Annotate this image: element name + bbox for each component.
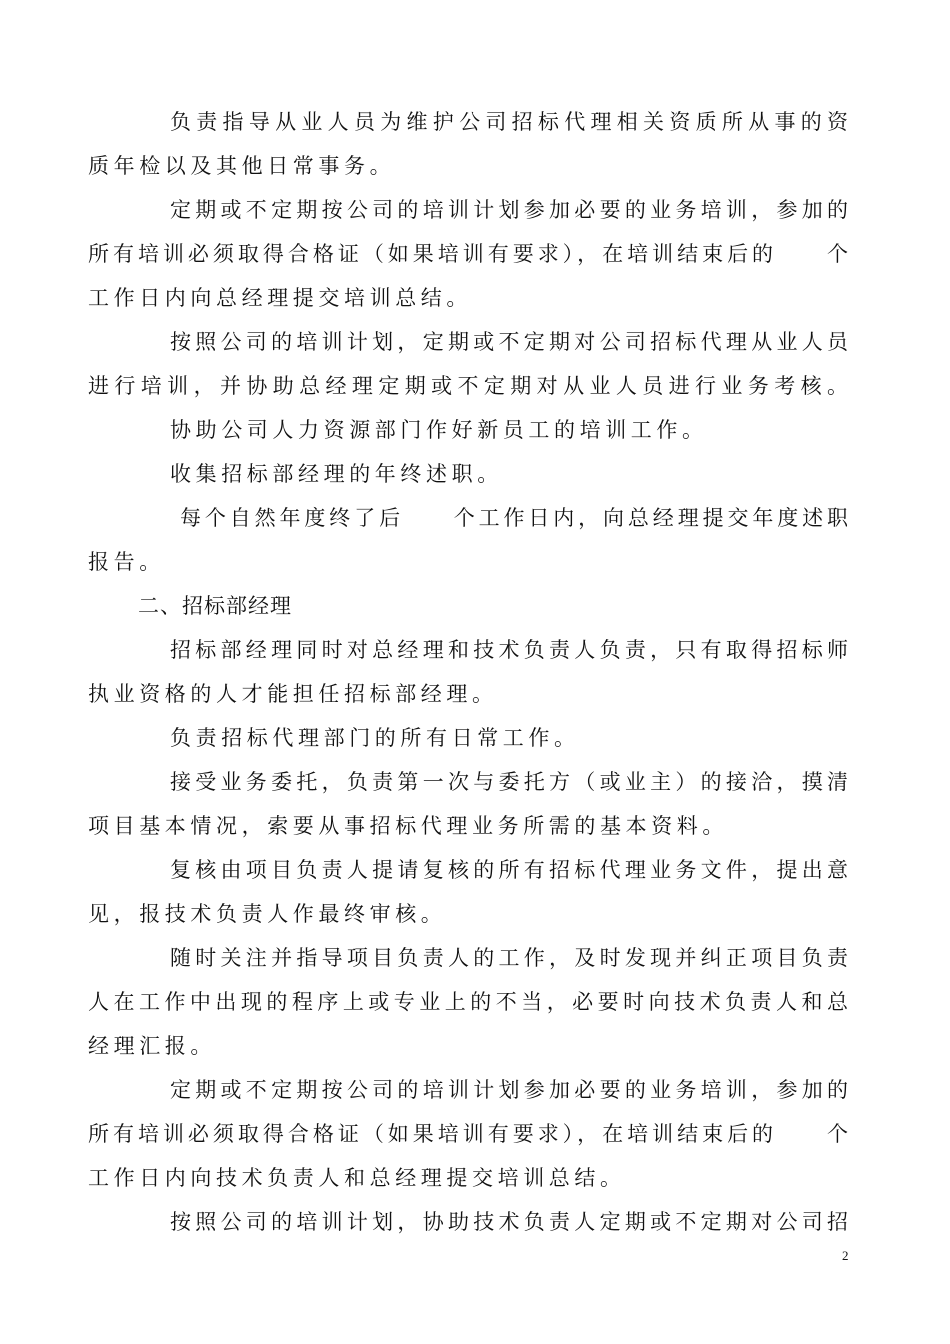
paragraph-line: 人在工作中出现的程序上或专业上的不当，必要时向技术负责人和总 bbox=[88, 990, 848, 1014]
paragraph-line: 工作日内向技术负责人和总经理提交培训总结。 bbox=[88, 1166, 626, 1190]
page-number: 2 bbox=[842, 1248, 849, 1263]
paragraph-line: 接受业务委托，负责第一次与委托方（或业主）的接洽，摸清 bbox=[170, 770, 848, 794]
paragraph-line: 报告。 bbox=[88, 550, 165, 574]
paragraph-line: 随时关注并指导项目负责人的工作，及时发现并纠正项目负责 bbox=[170, 946, 848, 970]
section-heading: 二、招标部经理 bbox=[138, 594, 292, 618]
paragraph-line: 负责指导从业人员为维护公司招标代理相关资质所从事的资 bbox=[170, 110, 848, 134]
paragraph-line: 收集招标部经理的年终述职。 bbox=[170, 462, 503, 486]
paragraph-line: 进行培训，并协助总经理定期或不定期对从业人员进行业务考核。 bbox=[88, 374, 848, 398]
paragraph-line: 质年检以及其他日常事务。 bbox=[88, 154, 396, 178]
paragraph-line: 经理汇报。 bbox=[88, 1034, 216, 1058]
paragraph-line: 所有培训必须取得合格证（如果培训有要求），在培训结束后的 个 bbox=[88, 1122, 848, 1146]
paragraph-line: 定期或不定期按公司的培训计划参加必要的业务培训，参加的 bbox=[170, 1078, 848, 1102]
paragraph-line: 按照公司的培训计划，定期或不定期对公司招标代理从业人员 bbox=[170, 330, 848, 354]
paragraph-line: 协助公司人力资源部门作好新员工的培训工作。 bbox=[170, 418, 708, 442]
paragraph-line: 按照公司的培训计划，协助技术负责人定期或不定期对公司招 bbox=[170, 1210, 848, 1234]
paragraph-line: 项目基本情况，索要从事招标代理业务所需的基本资料。 bbox=[88, 814, 728, 838]
paragraph-line: 工作日内向总经理提交培训总结。 bbox=[88, 286, 472, 310]
paragraph-line: 每个自然年度终了后 个工作日内，向总经理提交年度述职 bbox=[180, 506, 848, 530]
paragraph-line: 复核由项目负责人提请复核的所有招标代理业务文件，提出意 bbox=[170, 858, 848, 882]
paragraph-line: 所有培训必须取得合格证（如果培训有要求），在培训结束后的 个 bbox=[88, 242, 848, 266]
paragraph-line: 负责招标代理部门的所有日常工作。 bbox=[170, 726, 580, 750]
paragraph-line: 定期或不定期按公司的培训计划参加必要的业务培训，参加的 bbox=[170, 198, 848, 222]
paragraph-line: 见，报技术负责人作最终审核。 bbox=[88, 902, 447, 926]
paragraph-line: 执业资格的人才能担任招标部经理。 bbox=[88, 682, 498, 706]
paragraph-line: 招标部经理同时对总经理和技术负责人负责，只有取得招标师 bbox=[170, 638, 848, 662]
